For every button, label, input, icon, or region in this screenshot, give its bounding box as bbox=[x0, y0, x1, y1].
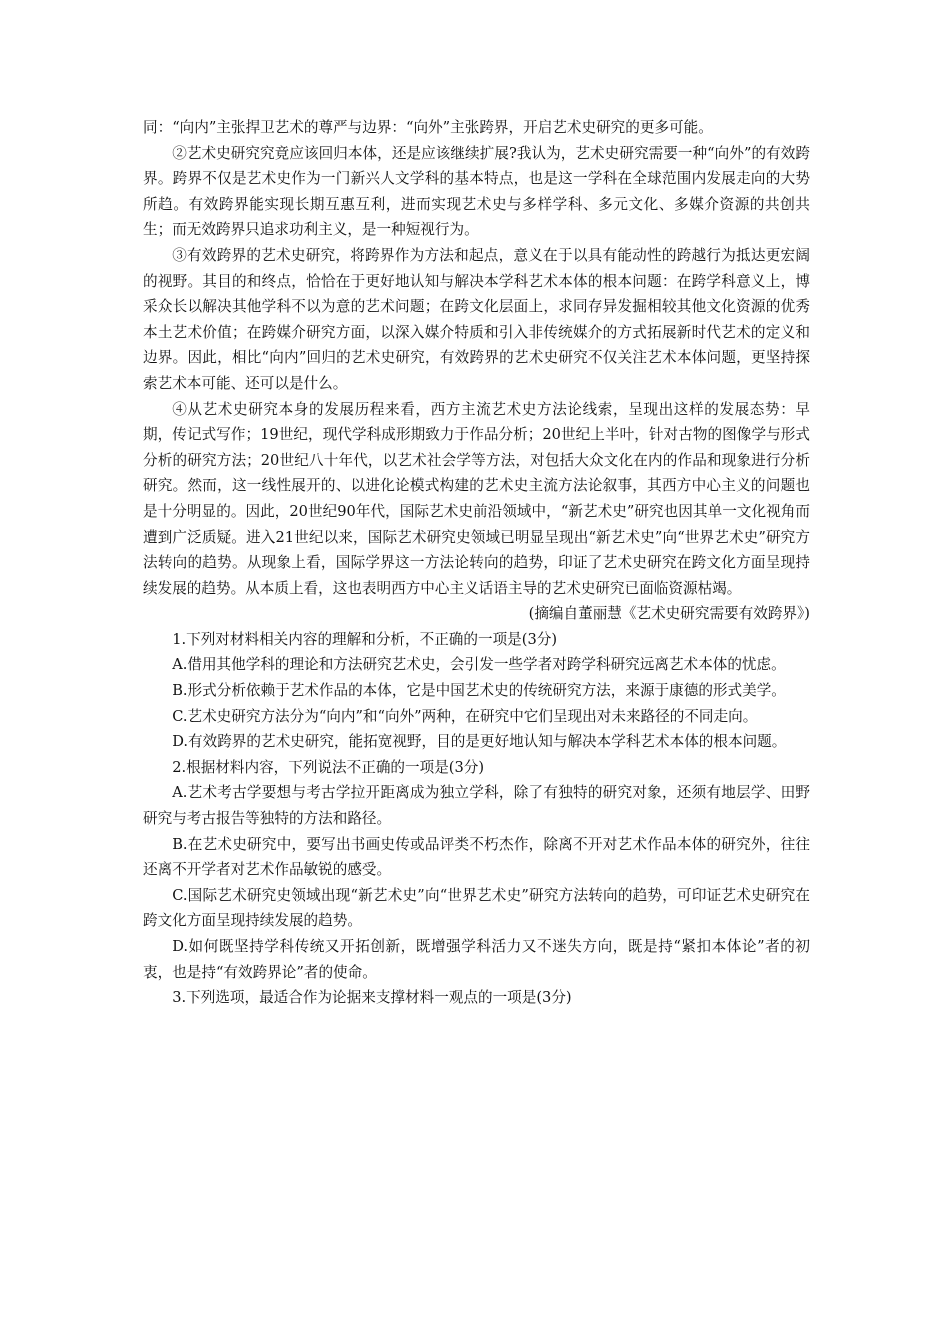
question-1-option-b: B.形式分析依赖于艺术作品的本体，它是中国艺术史的传统研究方法，来源于康德的形式美学。 bbox=[172, 682, 786, 700]
question-1-stem: 1.下列对材料相关内容的理解和分析，不正确的一项是(3分) bbox=[172, 630, 558, 648]
paragraph-2: ②艺术史研究究竟应该回归本体，还是应该继续扩展?我认为，艺术史研究需要一种“向外”的有效跨界。跨界不仅是艺术史作为一门新兴人文学科的基本特点，也是这一学科在全球范围内发展走向的大势所趋。有效跨界能实现长期互惠互利，进而实现艺术史与多样学科、多元文化、多媒介资源的共创共生；而无效跨界只追求功利主义，是一种短视行为。 bbox=[143, 144, 810, 239]
paragraph-4: ④从艺术史研究本身的发展历程来看，西方主流艺术史方法论线索，呈现出这样的发展态势：早期，传记式写作；19世纪，现代学科成形期致力于作品分析；20世纪上半叶，针对古物的图像学与形式分析的研究方法；20世纪八十年代，以艺术社会学等方法，对包括大众文化在内的作品和现象进行分析研究。然而，这一线性展开的、以进化论模式构建的艺术史主流方法论叙事，其西方中心主义的问题也是十分明显的。因此，20世纪90年代，国际艺术史前沿领域中，“新艺术史”研究也因其单一文化视角而遭到广泛质疑。进入21世纪以来，国际艺术研究史领域已明显呈现出“新艺术史”向“世界艺术史”研究方法转向的趋势。从现象上看，国际学界这一方法论转向的趋势，印证了艺术史研究在跨文化方面呈现持续发展的趋势。从本质上看，这也表明西方中心主义话语主导的艺术史研究已面临资源枯竭。 bbox=[143, 400, 810, 597]
question-1-option-c: C.艺术史研究方法分为“向内”和“向外”两种，在研究中它们呈现出对未来路径的不同走向。 bbox=[172, 707, 758, 725]
question-2-option-d: D.如何既坚持学科传统又开拓创新，既增强学科活力又不迷失方向，既是持“紧扣本体论”者的初衷，也是持“有效跨界论”者的使命。 bbox=[143, 938, 810, 981]
question-2-option-c: C.国际艺术研究史领域出现“新艺术史”向“世界艺术史”研究方法转向的趋势，可印证艺术史研究在跨文化方面呈现持续发展的趋势。 bbox=[143, 886, 810, 930]
question-1-option-d: D.有效跨界的艺术史研究，能拓宽视野，目的是更好地认知与解决本学科艺术本体的根本问题。 bbox=[172, 733, 787, 751]
question-2-stem: 2.根据材料内容，下列说法不正确的一项是(3分) bbox=[172, 758, 485, 776]
source-citation: (摘编自董丽慧《艺术史研究需要有效跨界》) bbox=[528, 605, 810, 623]
question-2-option-b: B.在艺术史研究中，要写出书画史传或品评类不朽杰作，除离不开对艺术作品本体的研究外，往往还离不开学者对艺术作品敏锐的感受。 bbox=[143, 835, 810, 879]
question-2-option-a: A.艺术考古学要想与考古学拉开距离成为独立学科，除了有独特的研究对象，还须有地层学、田野研究与考古报告等独特的方法和路径。 bbox=[143, 784, 810, 828]
question-1-option-a: A.借用其他学科的理论和方法研究艺术史，会引发一些学者对跨学科研究远离艺术本体的忧虑。 bbox=[172, 656, 786, 674]
paragraph-continued: 同：“向内”主张捍卫艺术的尊严与边界：“向外”主张跨界，开启艺术史研究的更多可能。 bbox=[143, 119, 713, 136]
paragraph-3: ③有效跨界的艺术史研究，将跨界作为方法和起点，意义在于以具有能动性的跨越行为抵达更宏阔的视野。其目的和终点，恰恰在于更好地认知与解决本学科艺术本体的根本问题：在跨学科意义上，博采众长以解决其他学科不以为意的艺术问题；在跨文化层面上，求同存异发掘相较其他文化资源的优秀本土艺术价值；在跨媒介研究方面，以深入媒介特质和引入非传统媒介的方式拓展新时代艺术的定义和边界。因此，相比“向内”回归的艺术史研究，有效跨界的艺术史研究不仅关注艺术本体问题，更坚持探索艺术本可能、还可以是什么。 bbox=[143, 246, 810, 392]
question-3-stem: 3.下列选项，最适合作为论据来支撑材料一观点的一项是(3分) bbox=[172, 989, 572, 1007]
